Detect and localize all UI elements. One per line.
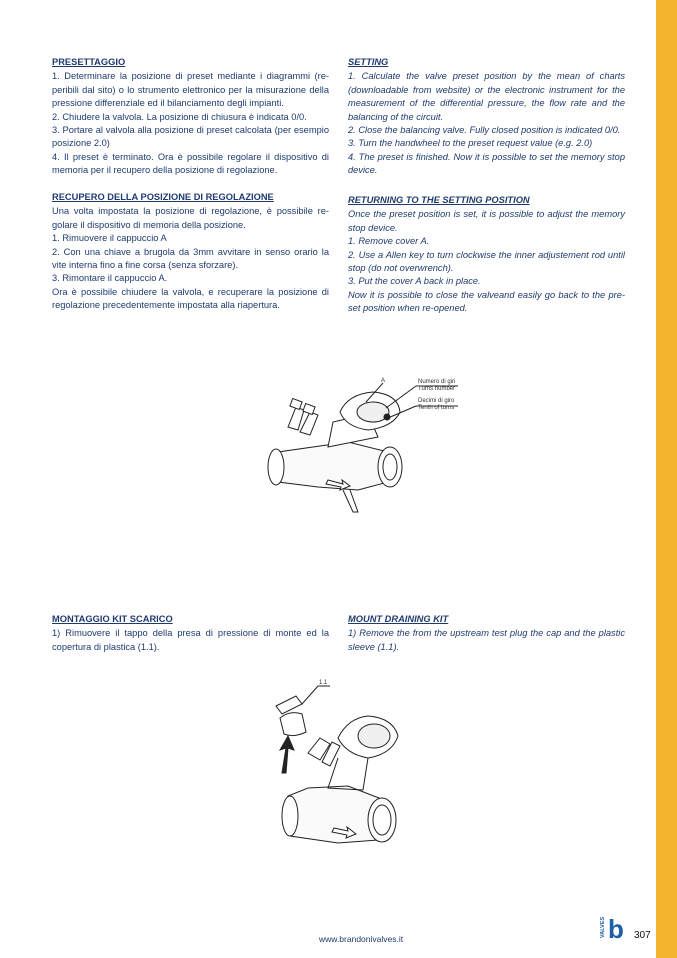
returning-en-line-1: Once the preset position is set, it is possible to adjust the memory stop device. bbox=[348, 209, 625, 233]
returning-en-line-5: Now it is possible to close the valveand easily go back to the pre-set position when re-opened. bbox=[348, 289, 625, 314]
accent-sidebar bbox=[656, 0, 677, 958]
setting-en-section bbox=[348, 56, 625, 178]
setting-en-line-1: 1. Calculate the valve preset position by the mean of charts (downloadable from website) or the electronic instrument for the measurement of the differential pressure, the flow rate and the balancing of the circuit. bbox=[348, 71, 625, 122]
draining-en-section bbox=[348, 613, 625, 654]
footer-url: www.brandonivalves.it bbox=[319, 934, 404, 944]
draining-it-line-1: 1) Rimuovere il tappo della presa di pressione di monte ed la copertura di plastica (1.1). bbox=[52, 628, 329, 652]
returning-en-title: RETURNING TO THE SETTING POSITION bbox=[348, 195, 530, 205]
label-turns-it: Numero di giri bbox=[418, 379, 456, 385]
presetting-it-line-4: 4. Il preset è terminato. Ora è possibile regolare il dispositivo di memoria per il recupero della posizione di regolazione. bbox=[52, 151, 329, 176]
setting-en-title: SETTING bbox=[348, 57, 389, 67]
setting-en-line-4: 4. The preset is finished. Now it is possible to set the memory stop device. bbox=[348, 151, 625, 176]
recovery-it-line-4: 3. Rimontare il cappuccio A. bbox=[52, 273, 168, 284]
recovery-it-title: RECUPERO DELLA POSIZIONE DI REGOLAZIONE bbox=[52, 192, 274, 202]
returning-en-line-3: 2. Use a Allen key to turn clockwise the inner adjustement rod until stop (do not overwrench). bbox=[348, 249, 625, 274]
draining-en-title: MOUNT DRAINING KIT bbox=[348, 614, 449, 624]
valve-figure-memory-stop bbox=[258, 372, 478, 522]
recovery-it-line-5: Ora è possibile chiudere la valvola, e recuperare la posizione di regolazione precedentemente impostata alla riapertura. bbox=[52, 286, 329, 311]
setting-en-line-2: 2. Close the balancing valve. Fully closed position is indicated 0/0. bbox=[348, 125, 621, 136]
recovery-it-line-1: Una volta impostata la posizione di regolazione, è possibile re-golare il dispositivo di memoria della posizione. bbox=[52, 206, 329, 230]
recovery-it-section bbox=[52, 191, 329, 313]
returning-en-line-4: 3. Put the cover A back in place. bbox=[348, 276, 481, 287]
valve-figure-draining-kit bbox=[268, 678, 418, 863]
presetting-it-line-1: 1. Determinare la posizione di preset mediante i diagrammi (re-peribili dal sito) o lo strumento elettronico per la misurazione della pressione differenziale ed il bilanciamento degli impianti. bbox=[52, 71, 329, 109]
presetting-it-line-3: 3. Portare al valvola alla posizione di preset calcolata (per esempio posizione 2.0) bbox=[52, 125, 329, 149]
logo-text: VALVES bbox=[600, 916, 606, 938]
brandoni-logo bbox=[596, 908, 632, 944]
label-1-1: 1.1 bbox=[319, 680, 328, 686]
presetting-it-line-2: 2. Chiudere la valvola. La posizione di chiusura è indicata 0/0. bbox=[52, 111, 307, 122]
label-tenth-it: Decimi di giro bbox=[418, 398, 455, 404]
logo-mark: b bbox=[608, 914, 624, 944]
returning-en-section bbox=[348, 194, 625, 316]
setting-en-line-3: 3. Turn the handwheel to the preset request value (e.g. 2.0) bbox=[348, 138, 593, 149]
page-number: 307 bbox=[634, 930, 651, 941]
draining-en-line-1: 1) Remove the from the upstream test plug the cap and the plastic sleeve (1.1). bbox=[348, 628, 625, 652]
recovery-it-line-2: 1. Rimuovere il cappuccio A bbox=[52, 233, 167, 244]
draining-it-section bbox=[52, 613, 329, 654]
returning-en-line-2: 1. Remove cover A. bbox=[348, 236, 430, 247]
label-a: A bbox=[381, 378, 386, 384]
recovery-it-line-3: 2. Con una chiave a brugola da 3mm avvitare in senso orario la vite interna fino a fine corsa (senza sforzare). bbox=[52, 246, 329, 271]
label-turns-en: Turns number bbox=[418, 386, 456, 392]
draining-it-title: MONTAGGIO KIT SCARICO bbox=[52, 614, 173, 624]
label-tenth-en: Tenth of turns bbox=[418, 405, 455, 411]
presetting-it-title: PRESETTAGGIO bbox=[52, 57, 126, 67]
presetting-it-section bbox=[52, 56, 329, 178]
